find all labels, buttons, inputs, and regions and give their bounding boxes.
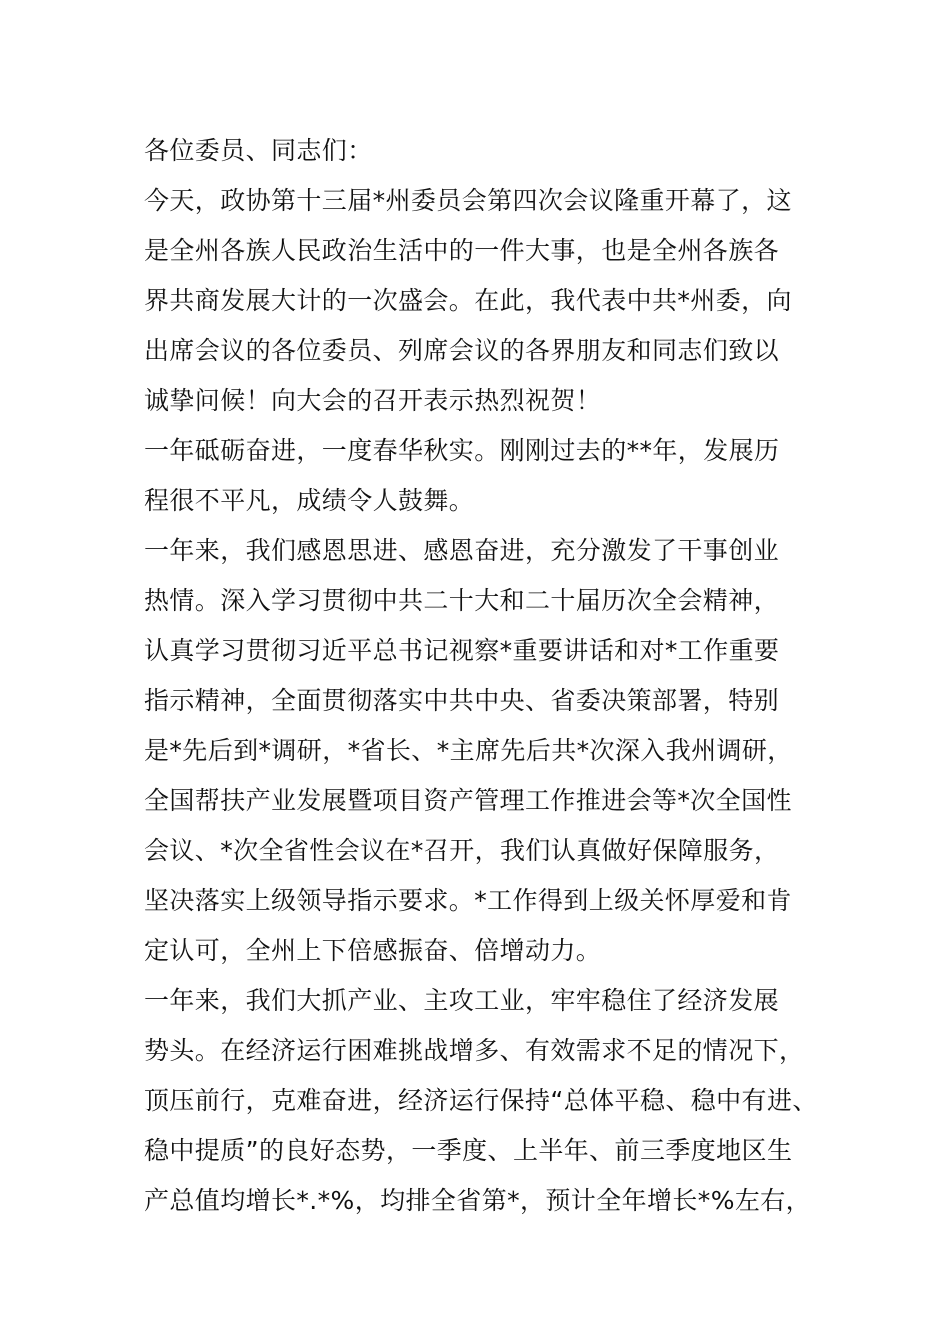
text-line: 是全州各族人民政治生活中的一件大事，也是全州各族各: [144, 236, 780, 265]
text-line: 全国帮扶产业发展暨项目资产管理工作推进会等*次全国性: [144, 786, 792, 815]
text-line: 程很不平凡，成绩令人鼓舞。: [144, 486, 475, 515]
text-line: 定认可，全州上下倍感振奋、倍增动力。: [144, 936, 602, 965]
text-line: 产总值均增长*.*%，均排全省第*，预计全年增长*%左右，: [144, 1186, 812, 1215]
text-line: 稳中提质”的良好态势，一季度、上半年、前三季度地区生: [144, 1136, 793, 1165]
text-line: 界共商发展大计的一次盛会。在此，我代表中共*州委，向: [144, 286, 792, 315]
text-line: 顶压前行，克难奋进，经济运行保持“总体平稳、稳中有进、: [144, 1086, 818, 1115]
text-line: 指示精神，全面贯彻落实中共中央、省委决策部署，特别: [144, 686, 780, 715]
text-line: 各位委员、同志们：: [144, 136, 373, 165]
text-line: 出席会议的各位委员、列席会议的各界朋友和同志们致以: [144, 336, 780, 365]
text-line: 一年来，我们感恩思进、感恩奋进，充分激发了干事创业: [144, 536, 780, 565]
text-line: 热情。深入学习贯彻中共二十大和二十届历次全会精神，: [144, 586, 780, 615]
text-line: 诚挚问候！向大会的召开表示热烈祝贺！: [144, 386, 602, 415]
text-line: 一年砥砺奋进，一度春华秋实。刚刚过去的**年，发展历: [144, 436, 780, 465]
text-line: 是*先后到*调研，*省长、*主席先后共*次深入我州调研，: [144, 736, 793, 765]
text-line: 势头。在经济运行困难挑战增多、有效需求不足的情况下，: [144, 1036, 805, 1065]
text-line: 认真学习贯彻习近平总书记视察*重要讲话和对*工作重要: [144, 636, 780, 665]
text-line: 坚决落实上级领导指示要求。*工作得到上级关怀厚爱和肯: [144, 886, 792, 915]
document-body: [144, 126, 834, 1226]
text-line: 今天，政协第十三届*州委员会第四次会议隆重开幕了，这: [144, 186, 792, 215]
text-line: 一年来，我们大抓产业、主攻工业，牢牢稳住了经济发展: [144, 986, 780, 1015]
text-line: 会议、*次全省性会议在*召开，我们认真做好保障服务，: [144, 836, 780, 865]
